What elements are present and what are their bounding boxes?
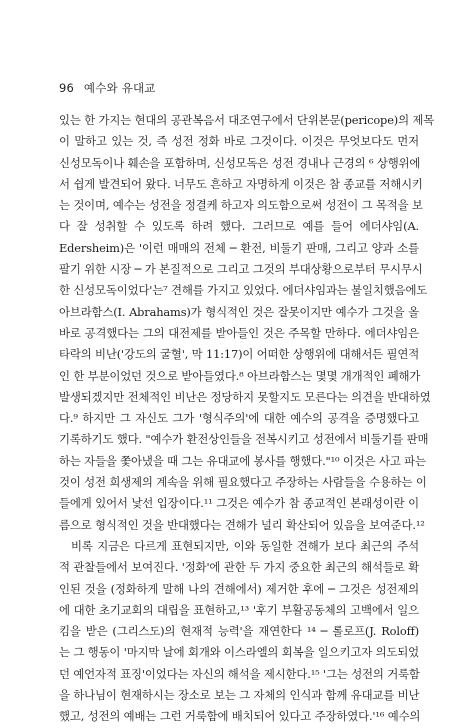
paragraph-1 (59, 110, 435, 536)
text-line: 바로 공격했다는 그의 대전제를 받아들인 것은 주목할 만하다. 에더샤임은 (59, 325, 419, 340)
running-header (59, 80, 156, 96)
text-line: 하는 자들을 쫓아냈을 때 그는 유대교에 봉사를 행했다."¹⁰ 이것은 사고 파는 (59, 453, 426, 468)
text-line: 다.⁹ 하지만 그 자신도 그가 '형식주의'에 대한 예수의 공격을 증명했다고 (59, 411, 419, 426)
text-line: 했고, 성전의 예배는 그런 거룩함에 배치되어 있다고 주장하였다.'¹⁶ 예수의 (59, 709, 421, 724)
text-line: 킴을 받은 (그리스도)의 현재적 능력'을 재연한다 ¹⁴ ─ 롤로프(J. Roloff) (59, 624, 419, 639)
text-line: 이 말하고 있는 것, 즉 성전 정화 바로 그것이다. 이것은 무엇보다도 먼저 (59, 134, 419, 149)
text-line: 적 관찰들에서 보여진다. '정화'에 관한 두 가지 중요한 최근의 해석들로 확 (59, 560, 419, 575)
body-text (59, 110, 435, 728)
text-line: 한 신성모독이었다'는⁷ 견해를 가지고 있었다. 에더샤임과는 불일치했음에도 (59, 283, 428, 298)
text-line: 인 한 부분이었던 것으로 받아들였다.⁸ 아브라함스는 몇몇 개개적인 폐해가 (59, 368, 421, 383)
text-line: 신성모독이나 훼손을 포함하며, 신성모독은 성전 경내나 근경의 ⁶ 상행위에 (59, 155, 421, 170)
text-line: 름으로 형식적인 것을 반대했다는 견해가 널리 확산되어 있음을 보여준다.¹² (59, 517, 425, 532)
text-line: 인된 것을 (정화하게 말해 나의 견해에서) 제거한 후에 ─ 그것은 성전제의 (59, 581, 419, 596)
text-line: 서 쉽게 발견되어 왔다. 너무도 흔하고 자명하게 이것은 참 종교를 저해시키 (59, 176, 423, 191)
text-line: 비록 지금은 다르게 표현되지만, 이와 동일한 견해가 보다 최근의 주석 (71, 538, 419, 553)
text-line: 타락의 비난('강도의 굴혈', 막 11:17)이 어떠한 상행위에 대해서든 필연적 (59, 347, 420, 362)
text-line: 있는 한 가지는 현대의 공관복음서 대조연구에서 단위본문(pericope)의 제목 (59, 113, 435, 127)
text-line: 기록하기도 했다. "예수가 환전상인들을 전복시키고 성전에서 비둘기를 판매 (59, 432, 429, 447)
text-line: 들에게 있어서 낯선 입장이다.¹¹ 그것은 예수가 참 종교적인 본래성이란 이 (59, 496, 419, 511)
text-line: 팔기 위한 시장 ─ 가 본질적으로 그리고 그것의 부대상황으로부터 무시무시 (59, 262, 423, 277)
running-title: 예수와 유대교 (83, 81, 156, 95)
text-line: 발생되겠지만 전체적인 비난은 정당하지 못할지도 모른다는 의견을 반대하였 (59, 389, 431, 404)
text-line: Edersheim)은 '이런 매매의 전체 ─ 환전, 비둘기 판매, 그리고 양과 소를 (59, 240, 419, 255)
page-number: 96 (59, 81, 75, 95)
text-line: 던 예언자적 표징'이었다는 자신의 해석을 제시한다.¹⁵ '그는 성전의 거룩함 (59, 666, 420, 681)
text-line: 아브라함스(I. Abrahams)가 형식적인 것은 잘못이지만 예수가 그것을 올 (59, 304, 419, 319)
paragraph-2 (59, 536, 419, 728)
text-line: 을 하나님이 현재하시는 장소로 보는 그 자체의 인식과 함께 유대교를 비난 (59, 688, 420, 703)
text-line: 는 것이며, 예수는 성전을 정결케 하고자 의도함으로써 성전이 그 목적을 보 (59, 198, 423, 213)
text-line: 에 대한 초기교회의 대립을 표현하고,¹³ '후기 부활공동체의 고백에서 일으 (59, 602, 419, 617)
text-line: 것이 성전 희생제의 계속을 위해 필요했다고 주장하는 사람들을 수용하는 이 (59, 475, 427, 490)
text-line: 는 그 행동이 '마지막 날에 회개와 이스라엘의 회복을 일으키고자 의도되었 (59, 645, 419, 660)
text-line: 다 잘 성취할 수 있도록 하려 했다. 그러므로 예를 들어 에더샤임(A. (59, 219, 419, 234)
